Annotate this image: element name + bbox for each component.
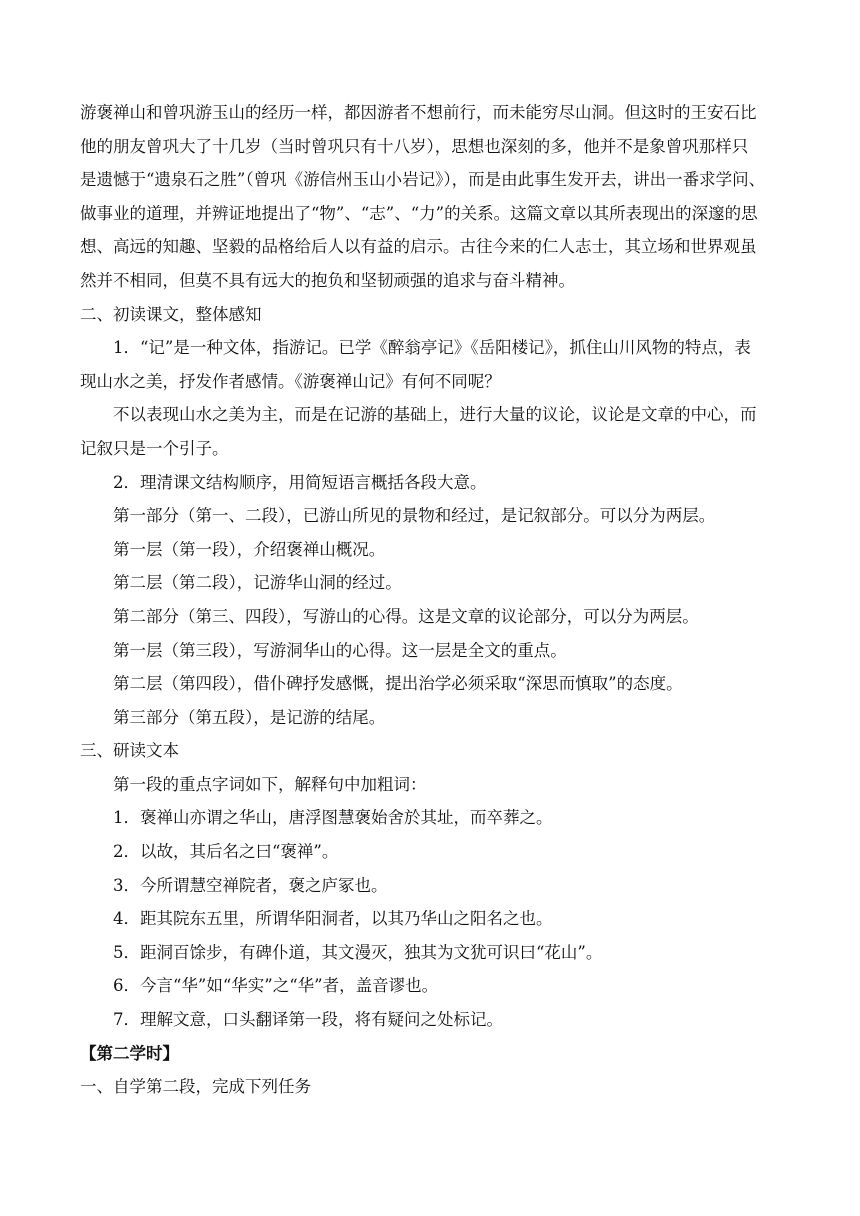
paragraph-line: 做事业的道理，并辨证地提出了“物”、“志”、“力”的关系。这篇文章以其所表现出的深邃的思 xyxy=(80,203,758,223)
paragraph-line: 是遗憾于“遗泉石之胜”（曾巩《游信州玉山小岩记》），而是由此事生发开去，讲出一番求学问、 xyxy=(80,170,766,190)
answer-paragraph: 不以表现山水之美为主，而是在记游的基础上，进行大量的议论，议论是文章的中心，而 xyxy=(113,405,757,425)
lesson-heading: 【第二学时】 xyxy=(80,1043,179,1063)
vocab-item: 7．理解文意，口头翻译第一段，将有疑问之处标记。 xyxy=(113,1010,503,1030)
paragraph-line: 记叙只是一个引子。 xyxy=(80,438,229,458)
question-item: 1．“记”是一种文体，指游记。已学《醉翁亭记》《岳阳楼记》，抓住山川风物的特点，表 xyxy=(113,338,751,358)
vocab-item: 1．褒禅山亦谓之华山，唐浮图慧褒始舍於其址，而卒葬之。 xyxy=(113,808,553,828)
structure-part: 第一部分（第一、二段），已游山所见的景物和经过，是记叙部分。可以分为两层。 xyxy=(113,506,716,526)
document-body xyxy=(80,96,780,1104)
instruction-line: 第一段的重点字词如下，解释句中加粗词： xyxy=(113,774,427,794)
paragraph-line: 他的朋友曾巩大了十几岁（当时曾巩只有十八岁），思想也深刻的多，他并不是象曾巩那样只 xyxy=(80,136,749,156)
section-heading: 三、研读文本 xyxy=(80,741,179,761)
vocab-item: 3．今所谓慧空禅院者，褒之庐冢也。 xyxy=(113,875,388,895)
structure-layer: 第二层（第二段），记游华山洞的经过。 xyxy=(113,573,402,593)
structure-part: 第二部分（第三、四段），写游山的心得。这是文章的议论部分，可以分为两层。 xyxy=(113,606,699,626)
vocab-item: 2．以故，其后名之曰“褒禅”。 xyxy=(113,842,339,862)
paragraph-line: 然并不相同，但莫不具有远大的抱负和坚韧顽强的追求与奋斗精神。 xyxy=(80,270,575,290)
question-item: 2．理清课文结构顺序，用简短语言概括各段大意。 xyxy=(113,472,487,492)
section-heading: 一、自学第二段，完成下列任务 xyxy=(80,1077,311,1097)
section-heading: 二、初读课文，整体感知 xyxy=(80,304,262,324)
structure-layer: 第一层（第一段），介绍褒禅山概况。 xyxy=(113,539,386,559)
structure-layer: 第一层（第三段），写游洞华山的心得。这一层是全文的重点。 xyxy=(113,640,567,660)
structure-layer: 第二层（第四段），借仆碑抒发感慨，提出治学必须采取“深思而慎取”的态度。 xyxy=(113,674,683,694)
paragraph-line: 游褒禅山和曾巩游玉山的经历一样，都因游者不想前行，而未能穷尽山洞。但这时的王安石比 xyxy=(80,103,757,122)
vocab-item: 4．距其院东五里，所谓华阳洞者，以其乃华山之阳名之也。 xyxy=(113,909,553,929)
vocab-item: 5．距洞百馀步，有碑仆道，其文漫灭，独其为文犹可识曰“花山”。 xyxy=(113,942,603,962)
structure-part: 第三部分（第五段），是记游的结尾。 xyxy=(113,707,386,727)
paragraph-line: 现山水之美，抒发作者感情。《游褒禅山记》有何不同呢？ xyxy=(80,371,501,391)
paragraph-line: 想、高远的知趣、坚毅的品格给后人以有益的启示。古往今来的仁人志士，其立场和世界观虽 xyxy=(80,237,757,257)
vocab-item: 6．今言“华”如“华实”之“华”者，盖音谬也。 xyxy=(113,976,439,996)
